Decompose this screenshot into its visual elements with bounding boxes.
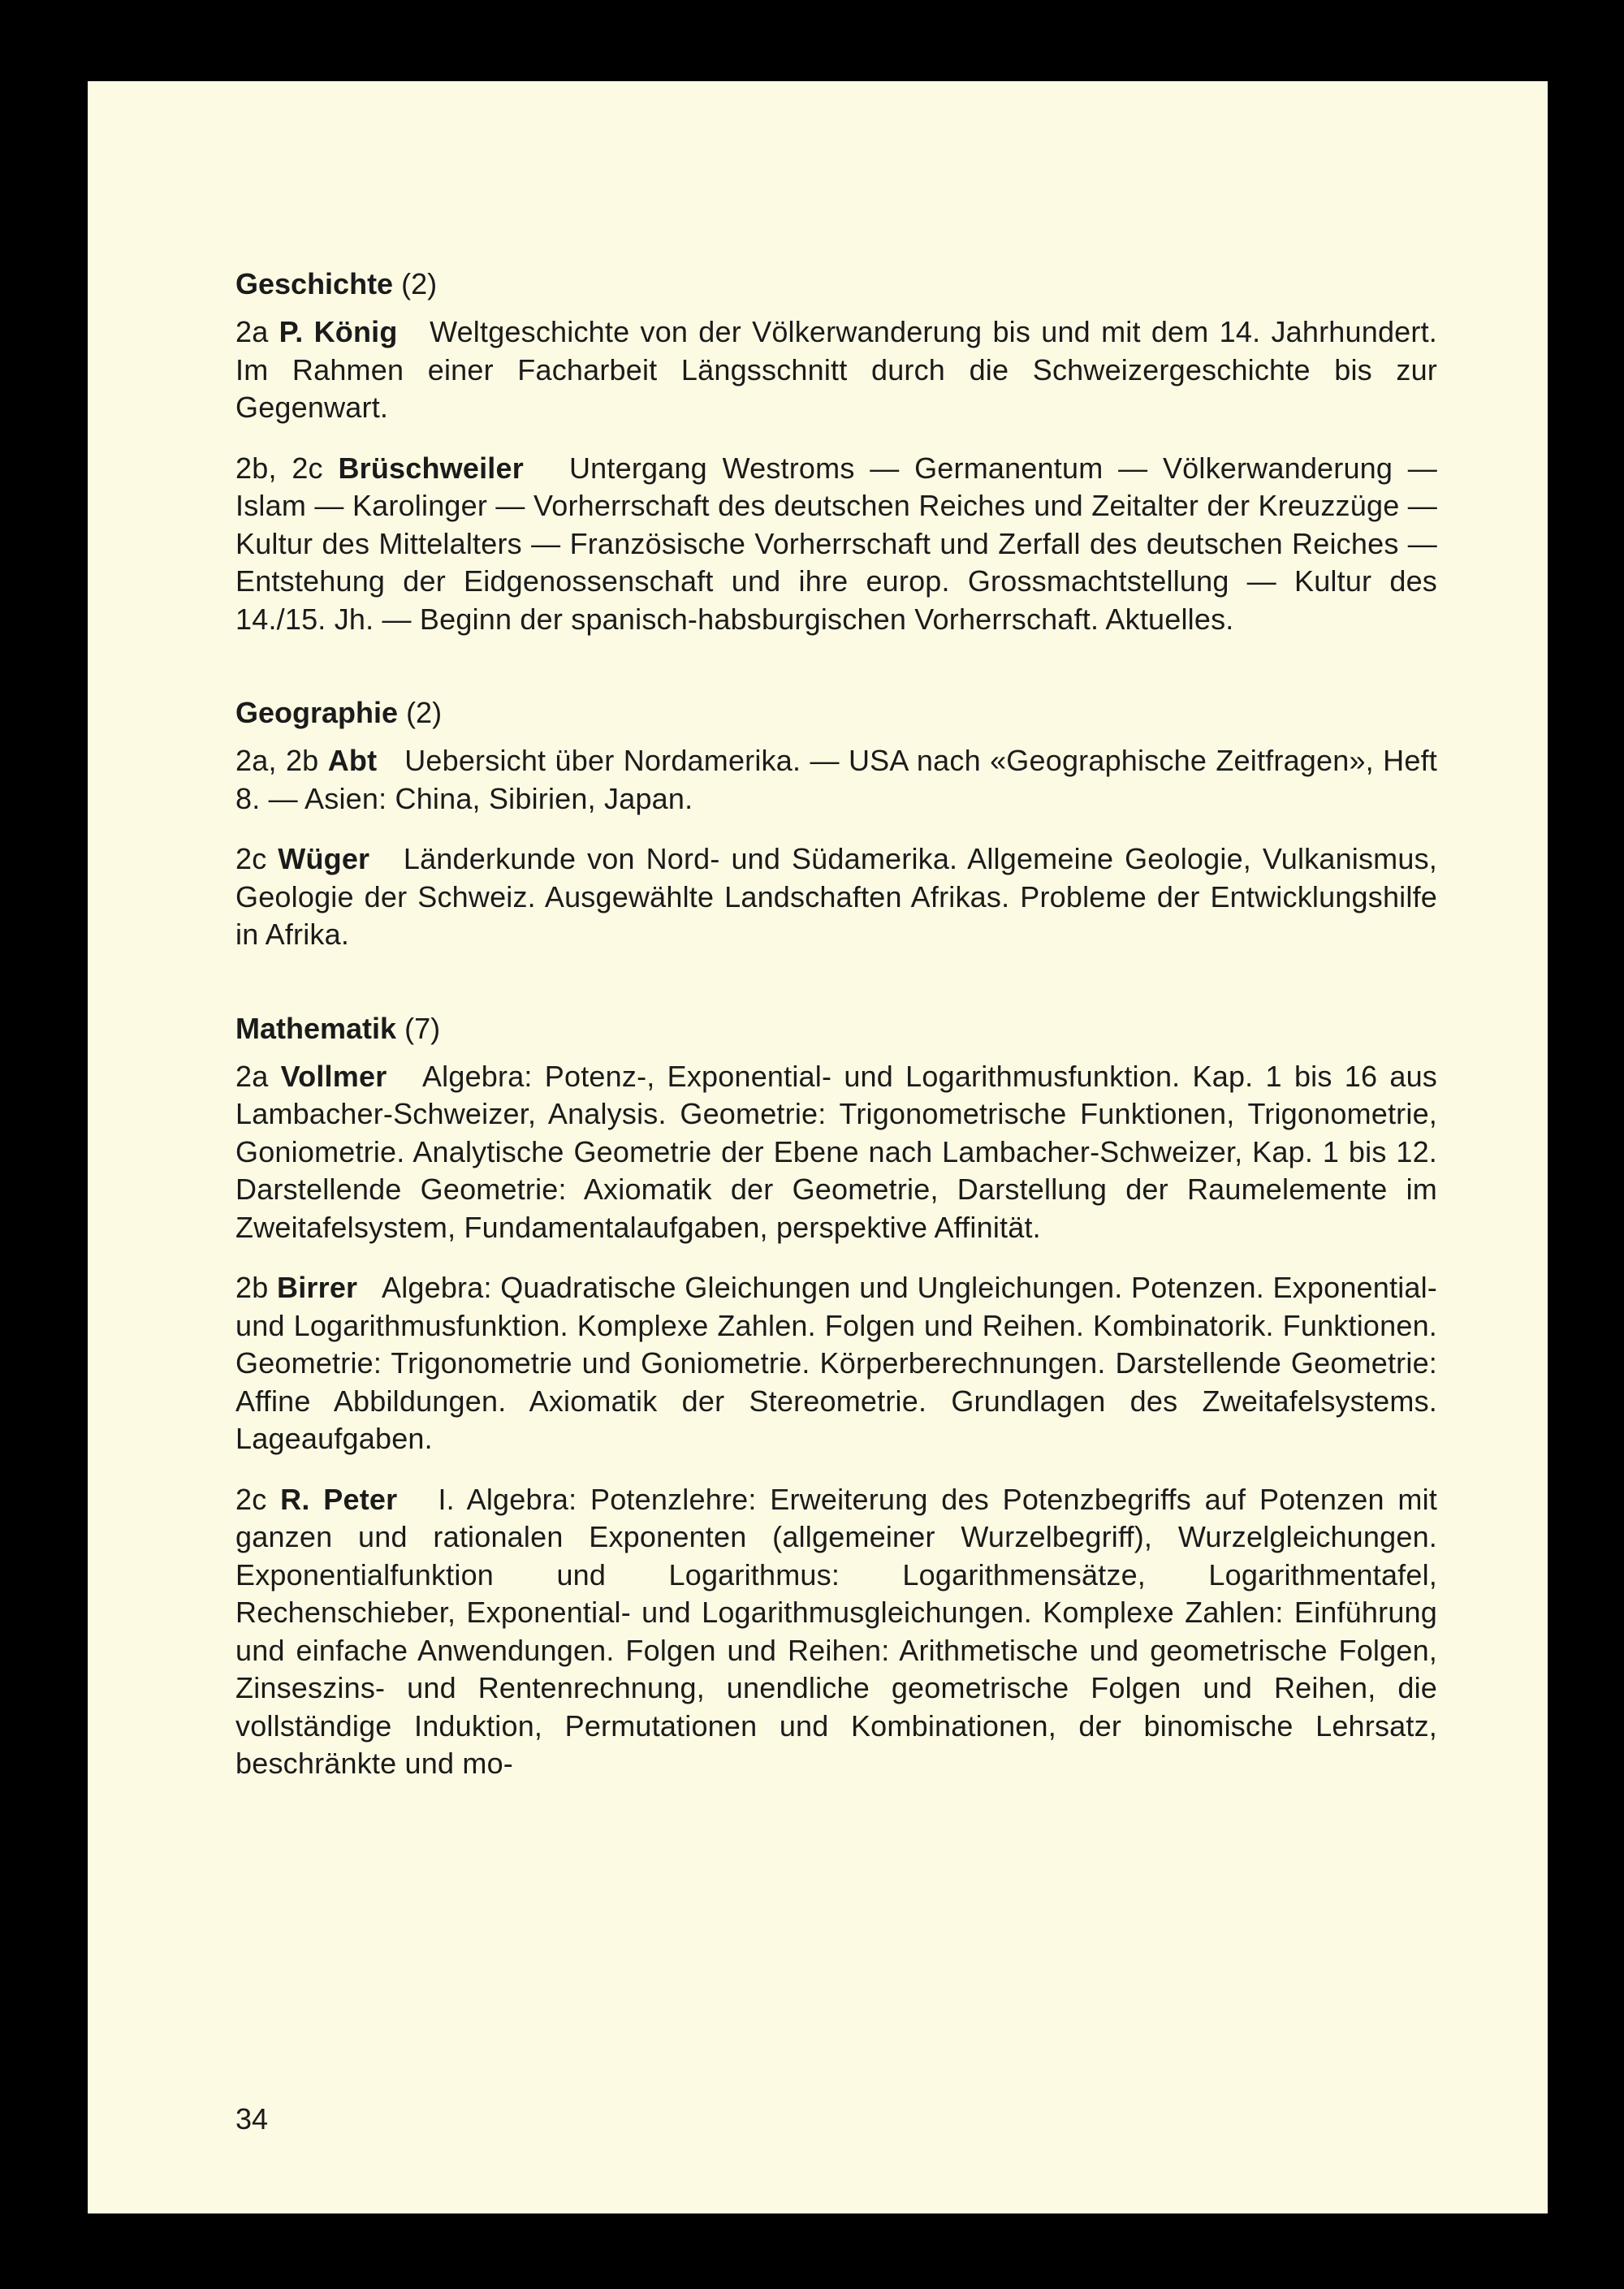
course-entry — [235, 840, 1437, 954]
page-number: 34 — [235, 2102, 269, 2136]
course-entry — [235, 742, 1437, 818]
section-heading — [235, 1011, 1437, 1047]
teacher-name: Wüger — [278, 842, 370, 875]
class-label: 2c — [235, 1482, 267, 1516]
teacher-name: Birrer — [277, 1271, 358, 1304]
section-geographie — [235, 695, 1437, 954]
class-label: 2a, 2b — [235, 744, 319, 777]
section-mathematik — [235, 1011, 1437, 1783]
section-hours: (2) — [406, 696, 443, 729]
class-label: 2c — [235, 842, 267, 875]
course-description: Untergang Westroms — Germanentum — Völkerwanderung — Islam — Karolinger — Vorherrschaft des deutschen Reiches und Zeitalter der Kreuzzüge — Kultur des Mittelalters — Französische Vorherrschaft und Zerfall des deutschen Reiches — Entstehung der Eidgenossenschaft und ihre europ. Grossmachtstellung — Kultur des 14./15. Jh. — Beginn der spanisch-habsburgischen Vorherrschaft. Aktuelles. — [235, 451, 1438, 636]
teacher-name: R. Peter — [280, 1482, 398, 1516]
course-description: Uebersicht über Nordamerika. — USA nach «Geographische Zeitfragen», Heft 8. — Asien: China, Sibirien, Japan. — [235, 744, 1438, 815]
section-geschichte — [235, 266, 1437, 638]
course-description: Weltgeschichte von der Völkerwanderung bis und mit dem 14. Jahrhundert. Im Rahmen einer Facharbeit Längsschnitt durch die Schweizergeschichte bis zur Gegenwart. — [235, 315, 1437, 424]
teacher-name: Abt — [327, 744, 378, 777]
teacher-name: P. König — [279, 315, 398, 348]
section-title: Mathematik — [235, 1011, 397, 1045]
course-entry — [235, 1058, 1437, 1247]
page-content — [235, 266, 1437, 1783]
class-label: 2a — [235, 315, 269, 348]
section-heading — [235, 695, 1437, 731]
course-description: Algebra: Quadratische Gleichungen und Ungleichungen. Potenzen. Exponential- und Logarithmusfunktion. Komplexe Zahlen. Folgen und Reihen. Kombinatorik. Funktionen. Geometrie: Trigonometrie und Goniometrie. Körperberechnungen. Darstellende Geometrie: Affine Abbildungen. Axiomatik der Stereometrie. Grundlagen des Zweitafelsystems. Lageaufgaben. — [235, 1271, 1438, 1455]
document-page — [88, 81, 1548, 2213]
class-label: 2b — [235, 1271, 269, 1304]
course-description: Länderkunde von Nord- und Südamerika. Allgemeine Geologie, Vulkanismus, Geologie der Schweiz. Ausgewählte Landschaften Afrikas. Probleme der Entwicklungshilfe in Afrika. — [235, 842, 1437, 951]
section-title: Geschichte — [235, 267, 394, 300]
teacher-name: Brüschweiler — [338, 451, 524, 485]
course-description: I. Algebra: Potenzlehre: Erweiterung des Potenzbegriffs auf Potenzen mit ganzen und rationalen Exponenten (allgemeiner Wurzelbegriff), Wurzelgleichungen. Exponentialfunktion und Logarithmus: Logarithmensätze, Logarithmentafel, Rechenschieber, Exponential- und Logarithmusgleichungen. Komplexe Zahlen: Einführung und einfache Anwendungen. Folgen und Reihen: Arithmetische und geometrische Folgen, Zinseszins- und Rentenrechnung, unendliche geometrische Folgen und Reihen, die vollständige Induktion, Permutationen und Kombinationen, der binomische Lehrsatz, beschränkte und mo- — [235, 1482, 1437, 1780]
course-description: Algebra: Potenz-, Exponential- und Logarithmusfunktion. Kap. 1 bis 16 aus Lambacher-Schweizer, Analysis. Geometrie: Trigonometrische Funktionen, Trigonometrie, Goniometrie. Analytische Geometrie der Ebene nach Lambacher-Schweizer, Kap. 1 bis 12. Darstellende Geometrie: Axiomatik der Geometrie, Darstellung der Raumelemente im Zweitafelsystem, Fundamentalaufgaben, perspektive Affinität. — [235, 1059, 1437, 1244]
course-entry — [235, 1481, 1437, 1783]
section-heading — [235, 266, 1437, 302]
course-entry — [235, 1269, 1437, 1458]
course-entry — [235, 313, 1437, 427]
teacher-name: Vollmer — [280, 1059, 387, 1093]
class-label: 2a — [235, 1059, 269, 1093]
class-label: 2b, 2c — [235, 451, 323, 485]
section-hours: (2) — [401, 267, 438, 300]
section-title: Geographie — [235, 696, 399, 729]
section-hours: (7) — [404, 1011, 441, 1045]
course-entry — [235, 450, 1437, 639]
